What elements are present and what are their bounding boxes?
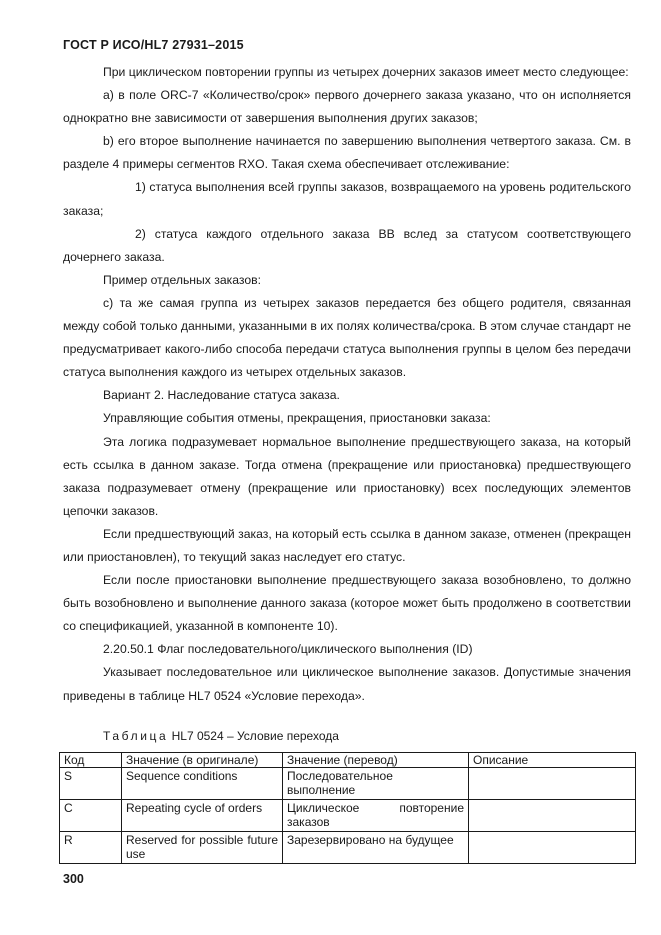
table-cell xyxy=(469,768,636,800)
table-cell: S xyxy=(60,768,122,800)
list-item-c: с) та же самая группа из четырех заказов передается без общего родителя, связанная между собой только данными, указанными в их полях количества/срока. В этом случае стандарт не предусматривает какого-либо способа передачи статуса выполнения группы в целом без передачи статуса выполнения каждого из четырех отдельных заказов. xyxy=(63,295,631,380)
column-header: Значение (перевод) xyxy=(283,753,469,768)
table-cell: Циклическое повторение заказов xyxy=(283,800,469,832)
paragraph: При циклическом повторении группы из четырех дочерних заказов имеет место следующее: xyxy=(103,65,629,79)
column-header: Описание xyxy=(469,753,636,768)
table-cell: Repeating cycle of orders xyxy=(122,800,283,832)
section-heading: 2.20.50.1 Флаг последовательного/циклического выполнения (ID) xyxy=(103,642,473,657)
table-row xyxy=(60,832,636,864)
table-cell xyxy=(469,800,636,832)
paragraph: Если предшествующий заказ, на который есть ссылка в данном заказе, отменен (прекращен или приостановлен), то текущий заказ наследует его статус. xyxy=(63,526,631,564)
body-text xyxy=(63,61,631,708)
table-cell: Последовательное выполнение xyxy=(283,768,469,800)
document-header: ГОСТ Р ИСО/HL7 27931–2015 xyxy=(63,38,244,52)
table-cell: Sequence conditions xyxy=(122,768,283,800)
paragraph: Если после приостановки выполнение предшествующего заказа возобновлено, то должно быть возобновлено и выполнение данного заказа (которое может быть продолжено в соответствии со спецификацией, указанной в компоненте 10). xyxy=(63,573,631,634)
sub-item-1: 1) статуса выполнения всей группы заказов, возвращаемого на уровень родительского заказа; xyxy=(63,180,631,218)
table-row xyxy=(60,800,636,832)
list-item-a: а) в поле ORC-7 «Количество/срок» первого дочернего заказа указано, что он исполняется однократно вне зависимости от завершения выполнения других заказов; xyxy=(63,88,631,126)
table-cell: Reserved for possible future use xyxy=(122,832,283,864)
page-number: 300 xyxy=(63,872,84,886)
table-caption xyxy=(103,729,339,743)
table-caption-text: HL7 0524 – Условие перехода xyxy=(168,729,339,743)
paragraph: Вариант 2. Наследование статуса заказа. xyxy=(103,388,340,403)
table-row xyxy=(60,768,636,800)
table-header-row xyxy=(60,753,636,768)
sub-item-2: 2) статуса каждого отдельного заказа ВВ вслед за статусом соответствующего дочернего заказа. xyxy=(63,226,631,264)
table-cell: Зарезервировано на будущее xyxy=(283,832,469,864)
table-cell: C xyxy=(60,800,122,832)
paragraph: Управляющие события отмены, прекращения, приостановки заказа: xyxy=(103,411,491,426)
table-caption-label: Таблица xyxy=(103,729,169,743)
transition-condition-table xyxy=(59,752,636,864)
paragraph: Указывает последовательное или циклическое выполнение заказов. Допустимые значения приведены в таблице HL7 0524 «Условие перехода». xyxy=(63,665,631,703)
table-cell xyxy=(469,832,636,864)
paragraph: Пример отдельных заказов: xyxy=(103,272,261,287)
column-header: Значение (в оригинале) xyxy=(122,753,283,768)
table-cell: R xyxy=(60,832,122,864)
list-item-b: b) его второе выполнение начинается по завершению выполнения четвертого заказа. См. в разделе 4 примеры сегментов RXO. Такая схема обеспечивает отслеживание: xyxy=(63,134,631,172)
paragraph: Эта логика подразумевает нормальное выполнение предшествующего заказа, на который есть ссылка в данном заказе. Тогда отмена (прекращение или приостановка) предшествующего заказа подразумевает отмену (прекращение или приостановку) всех последующих элементов цепочки заказов. xyxy=(63,434,631,518)
column-header: Код xyxy=(60,753,122,768)
